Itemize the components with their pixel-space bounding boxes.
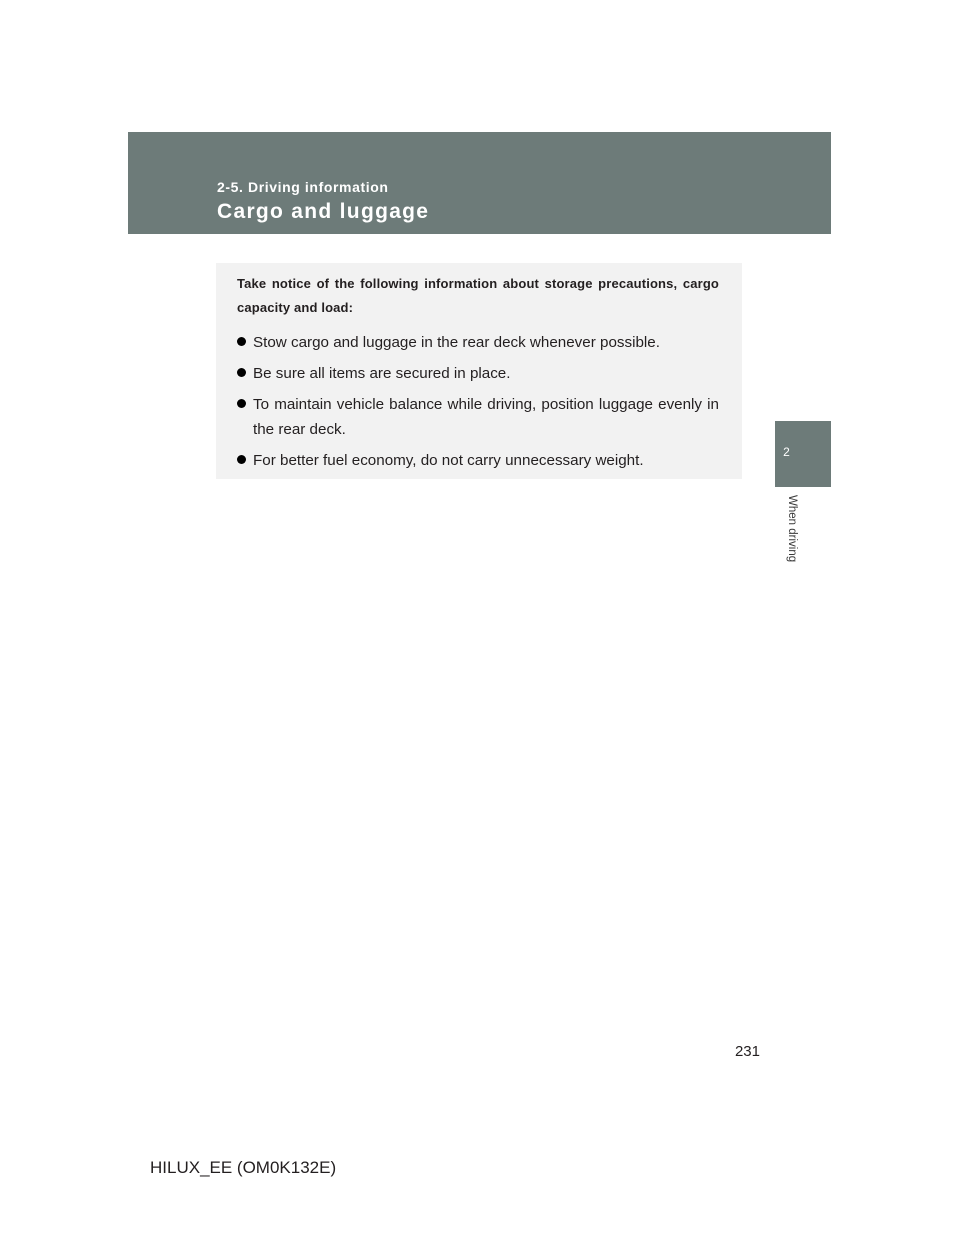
- notice-intro: Take notice of the following information about storage precautions, cargo capacity and load:: [237, 276, 719, 315]
- page-number: 231: [734, 1043, 760, 1060]
- bullet-icon: [237, 399, 246, 408]
- notice-list: [237, 330, 719, 473]
- chapter-number: 2: [783, 445, 790, 459]
- list-item: [237, 392, 719, 442]
- bullet-icon: [237, 368, 246, 377]
- header-band: [128, 132, 831, 234]
- bullet-icon: [237, 455, 246, 464]
- bullet-icon: [237, 337, 246, 346]
- list-item-text: Be sure all items are secured in place.: [253, 365, 511, 382]
- page-title: Cargo and luggage: [217, 200, 430, 223]
- chapter-label: When driving: [786, 495, 798, 563]
- list-item-text: For better fuel economy, do not carry unnecessary weight.: [253, 452, 644, 469]
- notice-box: [216, 263, 742, 479]
- manual-code: HILUX_EE (OM0K132E): [150, 1158, 337, 1177]
- list-item: [237, 330, 719, 355]
- list-item: [237, 448, 719, 473]
- chapter-tab[interactable]: [775, 421, 831, 487]
- list-item-text: Stow cargo and luggage in the rear deck whenever possible.: [253, 334, 660, 351]
- list-item: [237, 361, 719, 386]
- section-label: 2-5. Driving information: [217, 179, 389, 195]
- list-item-text: To maintain vehicle balance while driving, position luggage evenly in the rear deck.: [253, 396, 719, 438]
